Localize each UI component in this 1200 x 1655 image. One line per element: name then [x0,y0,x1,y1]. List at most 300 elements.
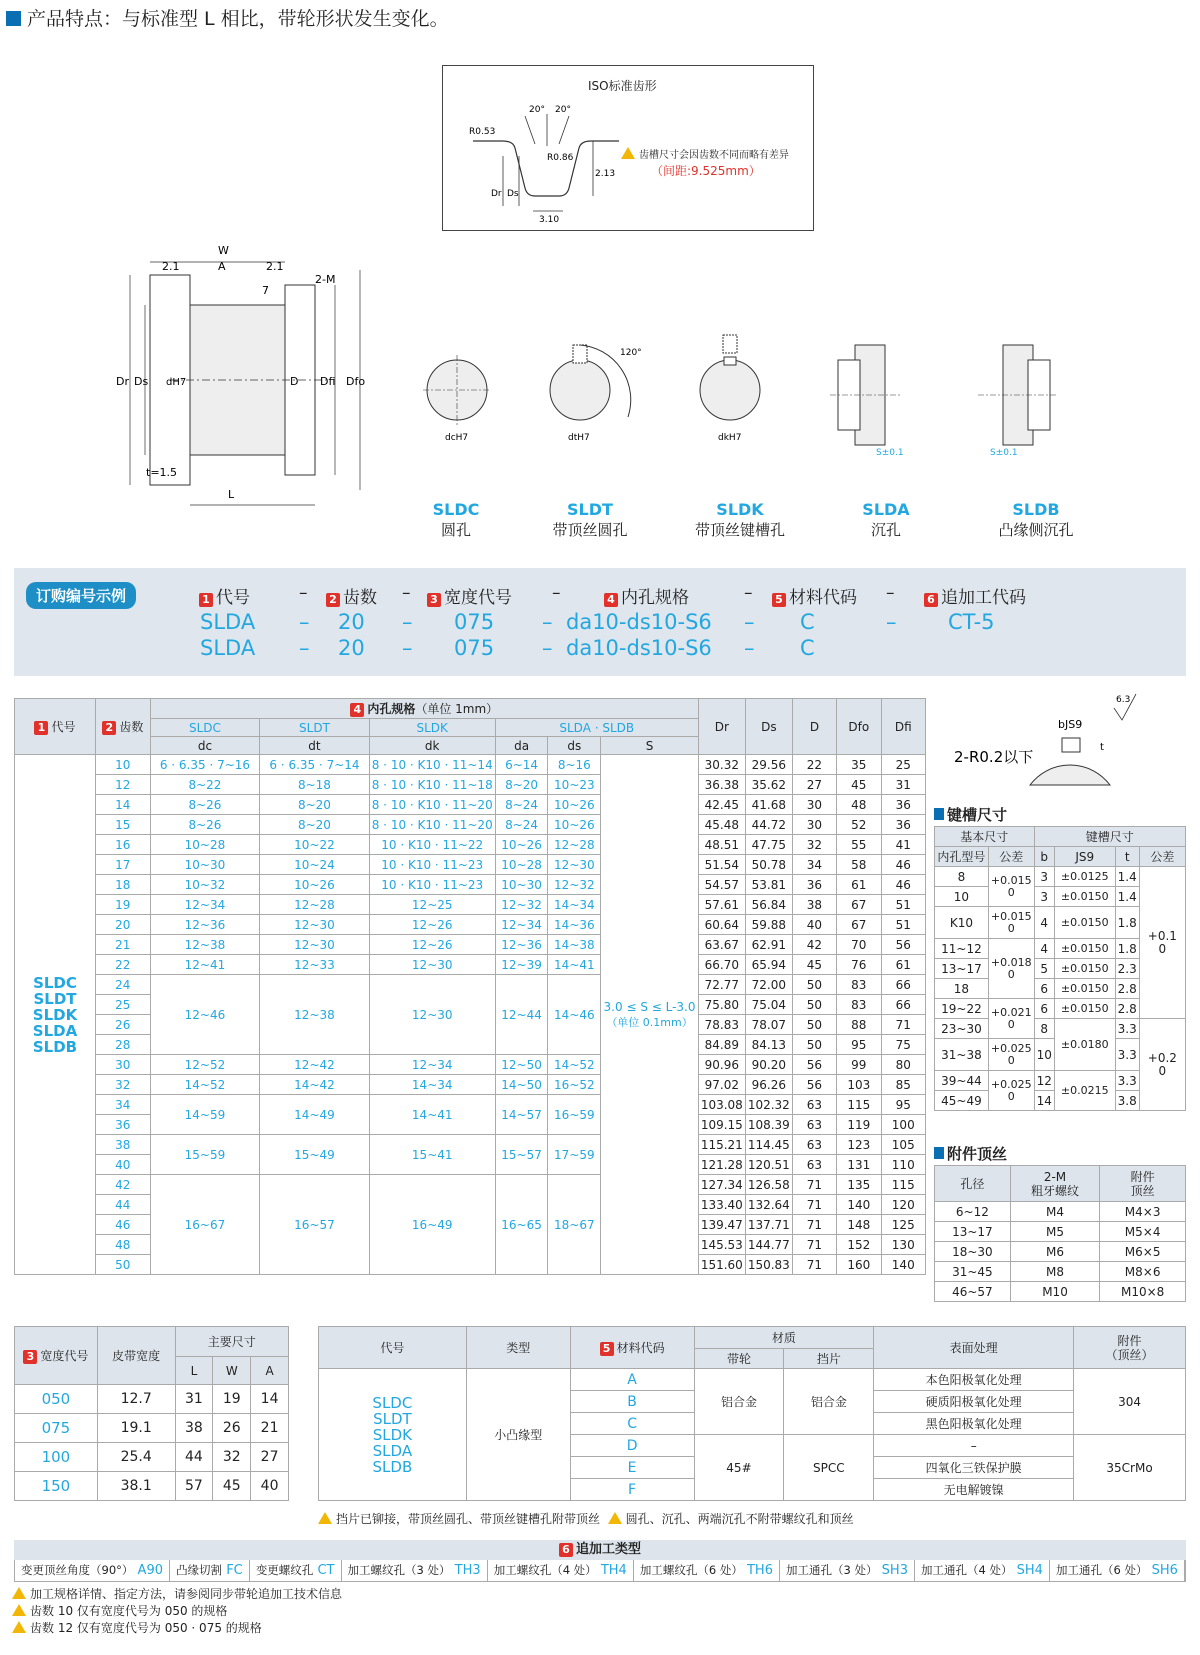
table-row [935,867,1186,887]
dim-cell: 61 [837,875,881,895]
main-dim-21a: 2.1 [162,260,180,273]
wt-cell: 19.1 [97,1414,175,1443]
dim-cell: 95 [837,1035,881,1055]
order-dash: – [744,610,755,634]
kw-t-cell: 2.3 [1115,959,1139,979]
sldt-dim: dtH7 [568,433,590,443]
variant-slda-drawing [820,325,920,455]
teeth-cell: 32 [95,1075,150,1095]
bore-cell: 12~30 [369,975,495,1055]
variant-label-slda: SLDA 沉孔 [862,500,910,539]
dim-cell: 63 [792,1115,836,1135]
dim-cell: 51 [881,895,926,915]
mt-att-cell: 35CrMo [1074,1435,1186,1501]
bore-cell: 14~36 [548,915,601,935]
mt-h-surface: 表面处理 [874,1327,1074,1369]
spec-table [14,698,926,1275]
kw-bore-cell: 45~49 [935,1091,989,1111]
variant-label-sldb: SLDB 凸缘侧沉孔 [998,500,1074,539]
extra-item: 凸缘切割 FC [170,1560,250,1581]
bore-cell: 12~36 [150,915,260,935]
wt-cell: 32 [213,1443,251,1472]
main-pulley-drawing [110,240,380,510]
ss-cell: M6 [1010,1242,1100,1262]
bore-cell: 10 · K10 · 11~22 [369,835,495,855]
spec-h-Dfi: Dfi [881,699,926,755]
bore-cell: 10~26 [548,815,601,835]
teeth-cell: 18 [95,875,150,895]
order-h-teeth: 2 齿数 [326,583,377,608]
iso-dim-r086: R0.86 [547,153,574,163]
iso-dim-ds: Ds [507,189,519,199]
ss-cell: M10 [1010,1282,1100,1302]
iso-title: ISO标准齿形 [588,79,657,93]
dim-cell: 27 [792,775,836,795]
main-dim-dH7: dH7 [166,377,187,388]
bore-cell: 8~16 [548,755,601,775]
dim-cell: 30 [792,795,836,815]
bore-cell: 14~59 [150,1095,260,1135]
bore-cell: 6 · 6.35 · 7~14 [260,755,370,775]
dim-cell: 47.75 [745,835,792,855]
wt-cell: 075 [15,1414,98,1443]
table-row [15,975,926,995]
mt-h-mat: 材质 [694,1327,874,1349]
order-dash: – [552,583,561,603]
bore-cell: 10~32 [150,875,260,895]
order-h-extra: 6 追加工代码 [924,583,1026,608]
bore-cell: 12~36 [495,935,548,955]
kw-t-cell: 2.8 [1115,999,1139,1019]
sldc-dim: dcH7 [445,433,469,443]
kw-h-js9: JS9 [1054,847,1115,867]
dim-cell: 95 [881,1095,926,1115]
note-line: 齿数 10 仅有宽度代号为 050 的规格 [12,1603,342,1620]
dim-cell: 65.94 [745,955,792,975]
ss-cell: M4 [1010,1202,1100,1222]
dim-cell: 53.81 [745,875,792,895]
bore-cell: 12~28 [548,835,601,855]
dim-cell: 63.67 [698,935,745,955]
teeth-cell: 34 [95,1095,150,1115]
kw-t-cell: 1.4 [1115,887,1139,907]
bore-cell: 14~57 [495,1095,548,1135]
bore-cell: 12~30 [369,955,495,975]
kw-t-cell: 3.3 [1115,1039,1139,1071]
dim-cell: 148 [837,1215,881,1235]
order-dash: – [402,583,411,603]
teeth-cell: 44 [95,1195,150,1215]
bore-cell: 10~24 [260,855,370,875]
dim-cell: 132.64 [745,1195,792,1215]
wt-cell: 38 [175,1414,213,1443]
bore-cell: 12~33 [260,955,370,975]
dim-cell: 30.32 [698,755,745,775]
bore-cell: 14~50 [495,1075,548,1095]
bore-cell: 8~22 [150,775,260,795]
table-row [15,875,926,895]
order-r2-mat: C [800,636,815,660]
spec-h-dc: dc [150,737,260,755]
bore-cell: 12~38 [150,935,260,955]
kw-b-cell: 12 [1034,1071,1054,1091]
dim-cell: 58 [837,855,881,875]
kw-b-cell: 4 [1034,907,1054,939]
iso-dim-angle2: 20° [555,105,571,115]
dim-cell: 130 [881,1235,926,1255]
bore-cell: 6 · 6.35 · 7~16 [150,755,260,775]
kw-t-cell: 3.3 [1115,1019,1139,1039]
note-line: 加工规格详情、指定方法，请参阅同步带轮追加工技术信息 [12,1586,342,1603]
table-row [15,855,926,875]
kw-bore-cell: 13~17 [935,959,989,979]
dim-cell: 160 [837,1255,881,1275]
bore-cell: 10~30 [150,855,260,875]
wt-h-main: 主要尺寸 [175,1327,288,1357]
dim-cell: 90.96 [698,1055,745,1075]
wt-cell: 31 [175,1385,213,1414]
variant-sldb-drawing [968,325,1068,455]
kw-js9-cell: ±0.0125 [1054,867,1115,887]
kw-tol-cell: +0.015 0 [988,907,1034,939]
dim-cell: 85 [881,1075,926,1095]
dim-cell: 126.58 [745,1175,792,1195]
bore-cell: 12~26 [369,915,495,935]
teeth-cell: 14 [95,795,150,815]
iso-pitch: （间距:9.525mm） [651,164,761,178]
bore-cell: 12~44 [495,975,548,1055]
dim-cell: 99 [837,1055,881,1075]
bore-cell: 12~26 [369,935,495,955]
teeth-cell: 46 [95,1215,150,1235]
spec-h-bore: 4 内孔规格（单位 1mm） [150,699,698,719]
order-example-panel [14,568,1186,676]
main-dim-Dfo: Dfo [346,375,366,388]
kw-h-key: 键槽尺寸 [1034,827,1185,847]
dim-cell: 67 [837,895,881,915]
kw-js9-cell: ±0.0150 [1054,979,1115,999]
kw-b-cell: 8 [1034,1019,1054,1039]
variant-label-sldt: SLDT 带顶丝圆孔 [552,500,628,539]
main-dim-D: D [290,375,299,388]
dim-cell: 45.48 [698,815,745,835]
teeth-cell: 40 [95,1155,150,1175]
order-h-code: 1 代号 [199,583,250,608]
keyway-drawing [940,690,1150,800]
slda-dim: S±0.1 [876,448,904,455]
dim-cell: 115.21 [698,1135,745,1155]
bore-cell: 8 · 10 · K10 · 11~20 [369,795,495,815]
bore-cell: 10~23 [548,775,601,795]
dim-cell: 48 [837,795,881,815]
kw-tol-cell: +0.021 0 [988,999,1034,1039]
dim-cell: 62.91 [745,935,792,955]
table-row [15,1095,926,1115]
bore-cell: 18~67 [548,1175,601,1275]
teeth-cell: 22 [95,955,150,975]
dim-cell: 66.70 [698,955,745,975]
dim-cell: 140 [837,1195,881,1215]
table-row [935,1262,1186,1282]
kw-t-cell: 3.3 [1115,1071,1139,1091]
keyway-title: 键槽尺寸 [934,804,1007,825]
iso-dim-r053: R0.53 [469,127,496,137]
dim-cell: 80 [881,1055,926,1075]
iso-dim-angle1: 20° [529,105,545,115]
kw-t-cell: 1.8 [1115,907,1139,939]
main-dim-21b: 2.1 [266,260,284,273]
kw-bore-cell: 8 [935,867,989,887]
extra-item: 加工通孔（3 处） SH3 [780,1560,915,1581]
iso-tooth-box [442,65,814,231]
main-dim-W: W [218,244,229,257]
dim-cell: 36 [881,795,926,815]
dim-cell: 83 [837,975,881,995]
dim-cell: 50 [792,975,836,995]
spec-h-ds: ds [548,737,601,755]
teeth-cell: 48 [95,1235,150,1255]
main-dim-t: t=1.5 [146,466,178,479]
extra-item: 加工通孔（4 处） SH4 [915,1560,1050,1581]
material-notes: 挡片已铆接，带顶丝圆孔、带顶丝键槽孔附带顶丝 圆孔、沉孔、两端沉孔不附带螺纹孔和顶丝 [318,1510,854,1527]
dim-cell: 114.45 [745,1135,792,1155]
bore-cell: 15~49 [260,1135,370,1175]
ss-cell: 46~57 [935,1282,1011,1302]
ss-cell: M5×4 [1100,1222,1186,1242]
dim-cell: 100 [881,1115,926,1135]
ss-cell: 6~12 [935,1202,1011,1222]
bore-cell: 16~49 [369,1175,495,1275]
bore-cell: 6~14 [495,755,548,775]
main-dim-A: A [218,260,226,273]
bore-cell: 15~57 [495,1135,548,1175]
dim-cell: 71 [792,1235,836,1255]
mt-surface-cell: 硬质阳极氧化处理 [874,1391,1074,1413]
spec-h-Dfo: Dfo [837,699,881,755]
material-table [318,1326,1186,1501]
dim-cell: 72.77 [698,975,745,995]
order-h-bore: 4 内孔规格 [604,583,689,608]
sldt-angle: 120° [620,348,642,358]
ss-cell: M4×3 [1100,1202,1186,1222]
bore-cell: 16~57 [260,1175,370,1275]
mt-h-matcode: 5 材料代码 [570,1327,694,1369]
dim-cell: 50 [792,1015,836,1035]
spec-h-D: D [792,699,836,755]
kw-bore-cell: 19~22 [935,999,989,1019]
bore-cell: 12~34 [369,1055,495,1075]
bore-cell: 8~24 [495,815,548,835]
mt-pulley-cell: 铝合金 [694,1369,784,1435]
wt-cell: 45 [213,1472,251,1501]
kw-js9-cell: ±0.0150 [1054,999,1115,1019]
bore-cell: 14~34 [548,895,601,915]
extra-item: 加工通孔（6 处） SH6 [1050,1560,1185,1581]
order-r1-mat: C [800,610,815,634]
dim-cell: 88 [837,1015,881,1035]
dim-cell: 29.56 [745,755,792,775]
dim-cell: 41 [881,835,926,855]
dim-cell: 35.62 [745,775,792,795]
dim-cell: 84.89 [698,1035,745,1055]
teeth-cell: 19 [95,895,150,915]
kw-b-cell: 14 [1034,1091,1054,1111]
kw-t-cell: 1.4 [1115,867,1139,887]
order-r1-extra: CT-5 [948,610,995,634]
dim-cell: 36.38 [698,775,745,795]
variant-sldt-drawing [540,305,660,445]
main-dim-Ds: Ds [134,375,149,388]
bore-cell: 14~42 [260,1075,370,1095]
table-row [15,835,926,855]
bore-cell: 12~25 [369,895,495,915]
teeth-cell: 26 [95,1015,150,1035]
bore-cell: 8~26 [150,795,260,815]
kw-js9-cell: ±0.0150 [1054,959,1115,979]
mt-h-type: 类型 [466,1327,570,1369]
wt-cell: 27 [251,1443,289,1472]
bore-cell: 10~28 [495,855,548,875]
order-r1-bore: da10-ds10-S6 [566,610,712,634]
kw-tol-cell: +0.018 0 [988,939,1034,999]
bore-cell: 12~30 [260,935,370,955]
keyway-t: t [1100,742,1104,753]
order-r1-code: SLDA [200,610,256,634]
dim-cell: 44.72 [745,815,792,835]
bore-cell: 16~65 [495,1175,548,1275]
dim-cell: 57.61 [698,895,745,915]
wt-h-code: 3 宽度代号 [15,1327,98,1385]
spec-h-s: S [601,737,699,755]
title-square-icon [6,11,21,26]
wt-cell: 14 [251,1385,289,1414]
bore-cell: 14~34 [369,1075,495,1095]
bore-cell: 14~52 [548,1055,601,1075]
teeth-cell: 28 [95,1035,150,1055]
mt-letter-cell: E [570,1457,694,1479]
teeth-cell: 16 [95,835,150,855]
mt-letter-cell: F [570,1479,694,1501]
mt-code-cell: SLDC SLDT SLDK SLDA SLDB [319,1369,467,1501]
dim-cell: 31 [881,775,926,795]
order-dash: – [542,610,553,634]
dim-cell: 25 [881,755,926,775]
mt-type-cell: 小凸缘型 [466,1369,570,1501]
bore-cell: 14~38 [548,935,601,955]
dim-cell: 135 [837,1175,881,1195]
dim-cell: 42.45 [698,795,745,815]
mt-pulley-cell: 45# [694,1435,784,1501]
bore-cell: 14~52 [150,1075,260,1095]
ss-h-att: 附件 顶丝 [1100,1166,1186,1202]
kw-t-tol-cell: +0.1 0 [1139,867,1185,1019]
warning-icon [12,1587,26,1599]
mt-flange-cell: 铝合金 [784,1369,874,1435]
dim-cell: 71 [792,1195,836,1215]
dim-cell: 22 [792,755,836,775]
bore-cell: 8~20 [495,775,548,795]
sldk-dim: dkH7 [718,433,742,443]
kw-js9-cell: ±0.0150 [1054,887,1115,907]
dim-cell: 120.51 [745,1155,792,1175]
kw-b-cell: 6 [1034,979,1054,999]
teeth-cell: 25 [95,995,150,1015]
kw-h-bore: 内孔型号 [935,847,989,867]
table-row [15,1443,289,1472]
teeth-cell: 10 [95,755,150,775]
order-r2-teeth: 20 [338,636,365,660]
dim-cell: 67 [837,915,881,935]
mt-h-att: 附件 （顶丝） [1074,1327,1186,1369]
table-row [935,1282,1186,1302]
dim-cell: 115 [837,1095,881,1115]
mt-surface-cell: 黑色阳极氧化处理 [874,1413,1074,1435]
dim-cell: 90.20 [745,1055,792,1075]
dim-cell: 35 [837,755,881,775]
order-dash: – [402,610,413,634]
order-r1-width: 075 [454,610,495,634]
bore-cell: 10 · K10 · 11~23 [369,855,495,875]
table-row [935,1242,1186,1262]
teeth-cell: 42 [95,1175,150,1195]
extra-items-row [14,1560,1186,1582]
dim-cell: 36 [881,815,926,835]
dim-cell: 119 [837,1115,881,1135]
wt-cell: 19 [213,1385,251,1414]
variant-label-sldc: SLDC 圆孔 [432,500,480,539]
wt-h-A: A [251,1357,289,1385]
kw-js9-cell: ±0.0150 [1054,907,1115,939]
spec-code-cell: SLDC SLDT SLDK SLDA SLDB [15,755,96,1275]
dim-cell: 103 [837,1075,881,1095]
table-row [15,955,926,975]
table-row [15,1175,926,1195]
bore-cell: 8~20 [260,795,370,815]
extra-title-bar: 6 追加工类型 [14,1540,1186,1560]
dim-cell: 48.51 [698,835,745,855]
dim-cell: 55 [837,835,881,855]
dim-cell: 83 [837,995,881,1015]
order-dash: – [744,583,753,603]
variant-label-sldk: SLDK 带顶丝键槽孔 [694,500,785,539]
kw-b-cell: 10 [1034,1039,1054,1071]
dim-cell: 71 [792,1255,836,1275]
note-line: 齿数 12 仅有宽度代号为 050 · 075 的规格 [12,1620,342,1637]
order-dash: – [402,636,413,660]
dim-cell: 38 [792,895,836,915]
title-square-icon [934,808,944,820]
sldb-dim: S±0.1 [990,448,1018,455]
order-dash: – [542,636,553,660]
mt-surface-cell: 本色阳极氧化处理 [874,1369,1074,1391]
table-row [15,895,926,915]
warning-icon [12,1621,26,1633]
order-h-width: 3 宽度代号 [427,583,512,608]
dim-cell: 71 [792,1175,836,1195]
teeth-cell: 17 [95,855,150,875]
kw-tol-cell: +0.025 0 [988,1071,1034,1111]
warning-icon [318,1512,332,1524]
table-row [15,1135,926,1155]
dim-cell: 139.47 [698,1215,745,1235]
dim-cell: 151.60 [698,1255,745,1275]
spec-h-code: 1 代号 [15,699,96,755]
dim-cell: 63 [792,1095,836,1115]
dim-cell: 105 [881,1135,926,1155]
dim-cell: 45 [792,955,836,975]
spec-h-Dr: Dr [698,699,745,755]
bore-cell: 10~26 [548,795,601,815]
